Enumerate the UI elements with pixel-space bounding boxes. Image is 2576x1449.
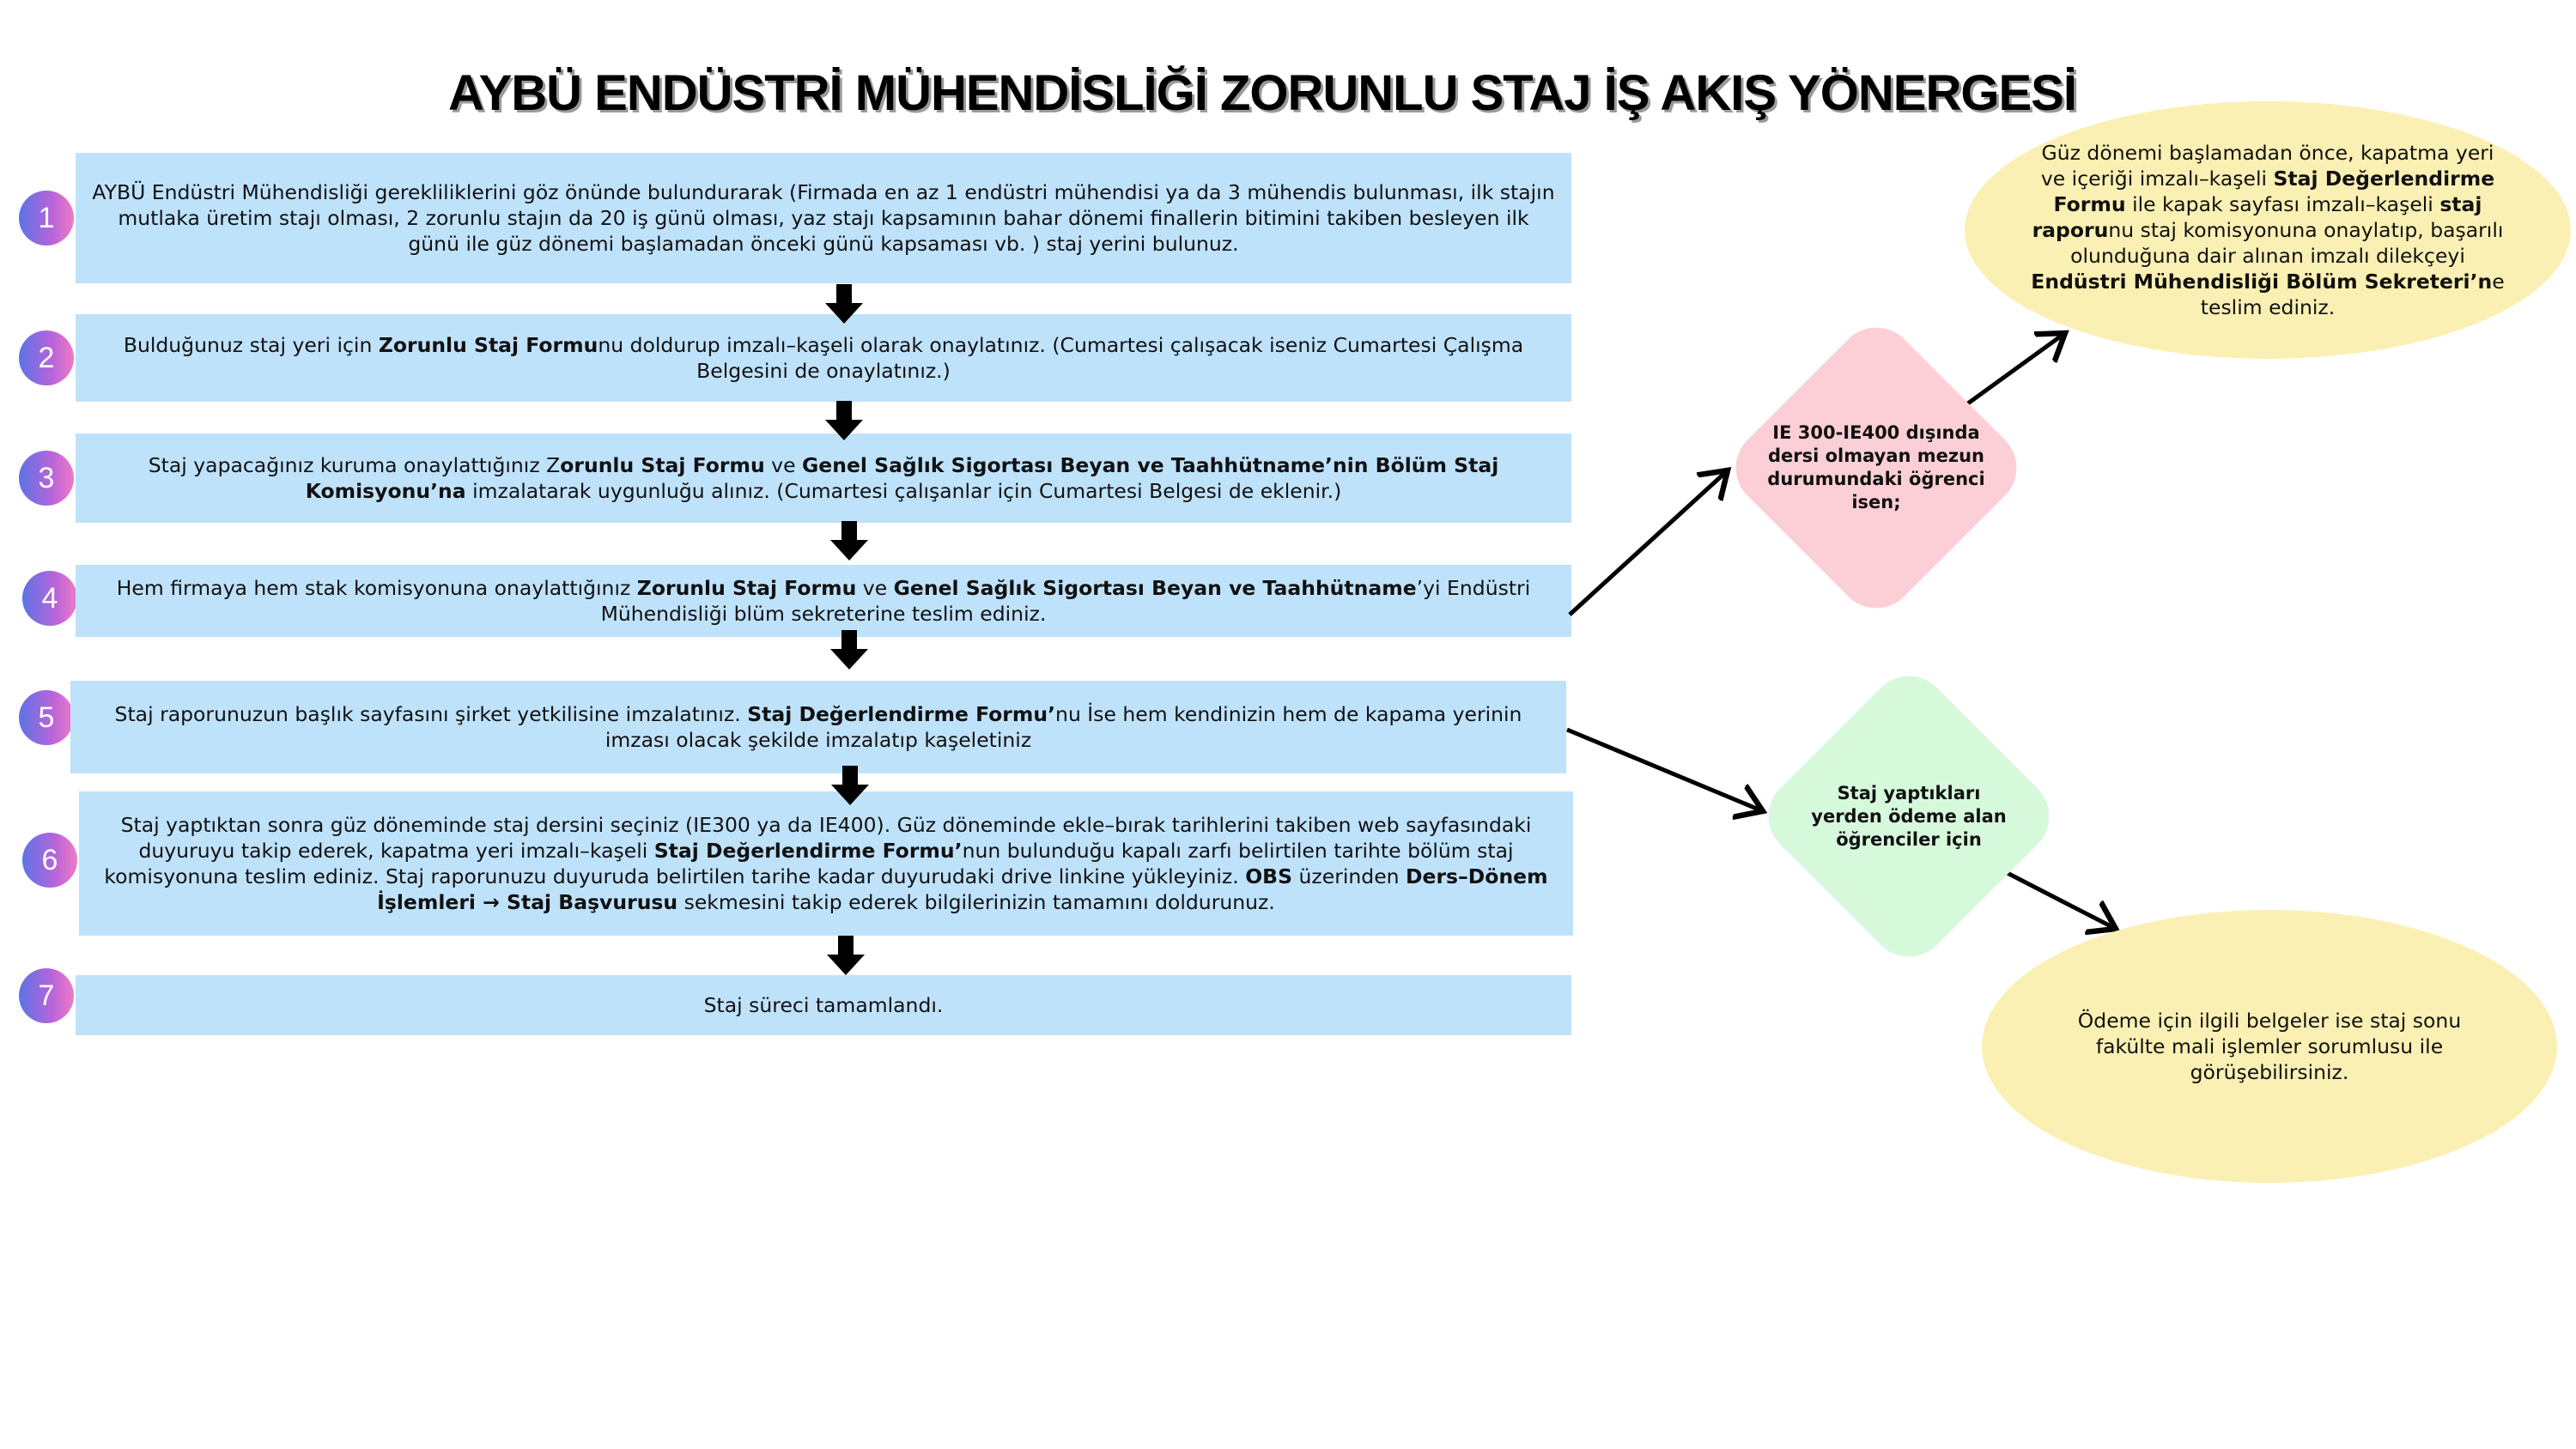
text-0: AYBÜ Endüstri Mühendisliği gerekliliklerini göz önünde bulundurarak (Firmada en az 1 endüstri mühendisi ya da 3 mühendis bulunması, ilk stajın mutlaka üretim stajı olması, 2 zorunlu stajın da 20 iş günü olması, yaz stajı kapsamının bahar dönemi finallerin bitimini takiben besleyen ilk günü ile güz dönemi başlamadan önceki günü kapsaması vb. ) staj yerini bulunuz. [92,180,1555,256]
step-number-2: 2 [19,330,74,385]
bold-text-1: Zorunlu Staj Formu [378,333,598,357]
bold-text-1: Zorunlu Staj Formu [636,576,857,600]
text-0: Ödeme için ilgili belgeler ise staj sonu fakülte mali işlemler sorumlusu ile görüşebilirsiniz. [2077,1009,2462,1084]
step-number-1: 1 [19,191,74,246]
bold-text-5: Ders–Dönem İşlemleri → Staj Başvurusu [377,864,1548,914]
outcome-ellipse-paid [1982,910,2557,1183]
text-6: e teslim ediniz. [2200,270,2505,319]
bold-text-3: OBS [1245,864,1293,888]
text-0: Hem firmaya hem stak komisyonuna onaylattığınız [116,576,637,600]
text-4: imzalatarak uygunluğu alınız. (Cumartesi çalışanlar için Cumartesi Belgesi de eklenir.) [465,479,1342,503]
outcome-ellipse-graduate [1965,101,2571,359]
page-title: AYBÜ ENDÜSTRİ MÜHENDİSLİĞİ ZORUNLU STAJ İŞ AKIŞ YÖNERGESİ [448,64,2076,121]
outcome-text-graduate [2026,140,2509,320]
outcome-text-paid [2045,1008,2494,1085]
connector-diamond2-to-ellipse2 [1999,869,2116,929]
text-2: ve [856,576,894,600]
bold-text-1: Staj Değerlendirme Formu’ [747,702,1056,726]
text-0: Staj yaptıktan sonra güz döneminde staj dersini seçiniz (IE300 ya da IE400). Güz döneminde ekle–bırak tarihlerini takiben web sayfasındaki duyuruyu takip ederek, kapatma yeri imzalı–kaşeli [120,813,1532,863]
text-4: nu staj komisyonuna onaylatıp, başarılı olunduğuna dair alınan imzalı dilekçeyi [2070,218,2504,268]
text-0: Staj yapacağınız kuruma onaylattığınız Z [148,453,561,477]
text-2: nu doldurup imzalı–kaşeli olarak onaylatınız. (Cumartesi çalışacak iseniz Cumartesi Çalışma Belgesini de onaylatınız.) [598,333,1524,383]
decision-text-paid: Staj yaptıkları yerden ödeme alan öğrenciler için [1811,782,2007,850]
step-number-6: 6 [22,833,77,888]
connector-diamond1-to-ellipse1 [1956,333,2065,412]
bold-text-5: Endüstri Mühendisliği Bölüm Sekreteri’n [2031,270,2493,294]
text-0: Staj süreci tamamlandı. [703,993,944,1017]
connector-step5-to-diamond2 [1567,730,1763,811]
text-0: Güz dönemi başlamadan önce, kapatma yeri ve içeriği imzalı–kaşeli [2040,141,2494,191]
text-2: nun bulunduğu kapalı zarfı belirtilen tarihte bölüm staj komisyonuna teslim ediniz. Staj raporunuzu duyuruda belirtilen tarihe kadar duyurudaki drive linkine yükleyiniz. [104,839,1514,888]
text-0: Staj raporunuzun başlık sayfasını şirket yetkilisine imzalatınız. [114,702,748,726]
step-number-7: 7 [19,968,74,1023]
text-6: sekmesini takip ederek bilgilerinizin tamamını doldurunuz. [677,890,1275,914]
text-2: ve [764,453,803,477]
bold-text-1: Staj Değerlendirme Formu’ [653,839,963,863]
connector-step4-to-diamond1 [1570,470,1728,615]
step-number-3: 3 [19,451,74,506]
text-2: nu İse hem kendinizin hem de kapama yerinin imzası olacak şekilde imzalatıp kaşeletiniz [605,702,1522,752]
step-number-4: 4 [22,571,77,626]
bold-text-1: Staj Değerlendirme Formu [2053,167,2495,216]
bold-text-3: Genel Sağlık Sigortası Beyan ve Taahhütname [893,576,1417,600]
step-number-5: 5 [19,690,74,745]
text-2: ile kapak sayfası imzalı–kaşeli [2125,192,2440,216]
bold-text-3: staj raporu [2032,192,2482,242]
text-0: Bulduğunuz staj yeri için [123,333,379,357]
text-4: üzerinden [1292,864,1406,888]
bold-text-3: Genel Sağlık Sigortası Beyan ve Taahhütname’nin Bölüm Staj Komisyonu’na [305,453,1499,503]
decision-text-graduate: IE 300-IE400 dışında dersi olmayan mezun durumundaki öğrenci isen; [1767,422,1985,512]
bold-text-1: orunlu Staj Formu [560,453,765,477]
text-4: ’yi Endüstri Mühendisliği blüm sekreterine teslim ediniz. [600,576,1531,626]
